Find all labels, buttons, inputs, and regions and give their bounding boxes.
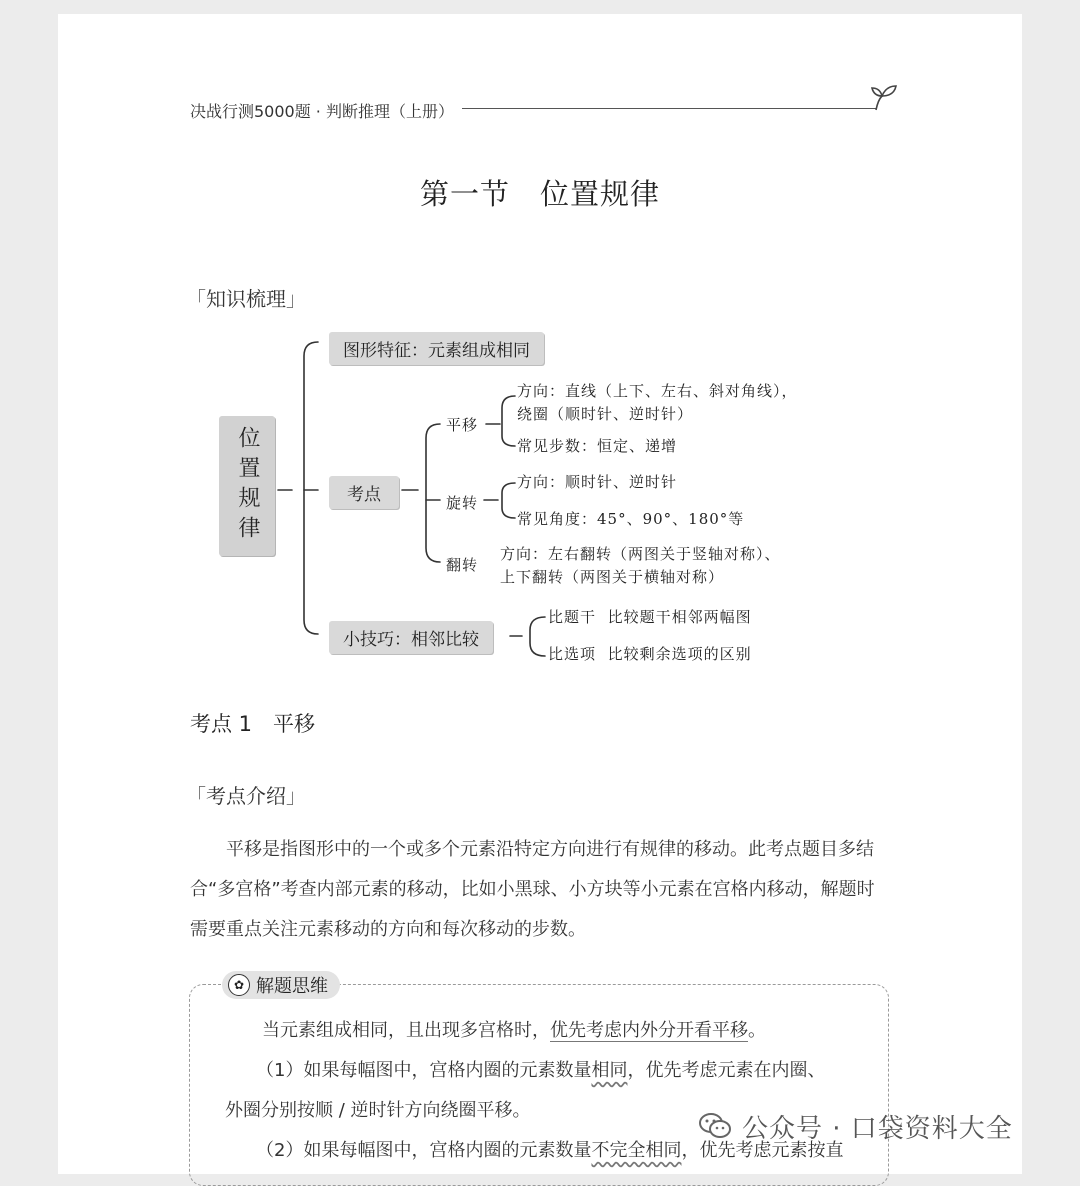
thinking-line-2-post: ，优先考虑元素在内圈、: [627, 1060, 826, 1081]
tip-b-label: 比选项: [548, 645, 597, 663]
thinking-line-1-pre: 当元素组成相同，且出现多宫格时，: [262, 1020, 550, 1041]
thinking-line-4-underlined: 不完全相同: [591, 1140, 682, 1161]
thinking-line-2-underlined: 相同: [591, 1060, 628, 1081]
watermark: [698, 1106, 1013, 1146]
running-header: 决战行测5000题 · 判断推理（上册）: [190, 102, 454, 121]
thinking-line-1-underlined: 优先考虑内外分开看平移: [550, 1020, 748, 1041]
tip-a-label: 比题干: [548, 608, 597, 626]
tip-a-text: 比较题干相邻两幅图: [607, 608, 752, 626]
thinking-line-4-post: ，优先考虑元素按直: [681, 1140, 844, 1161]
pingyi-steps: 常见步数：恒定、递增: [517, 437, 678, 455]
thinking-line-2-pre: （1）如果每幅图中，宫格内圈的元素数量: [256, 1060, 592, 1081]
section-title: 第一节 位置规律: [419, 177, 660, 211]
thinking-line-1: [262, 1016, 766, 1042]
sprout-icon: [866, 80, 900, 114]
thinking-line-4-pre: （2）如果每幅图中，宫格内圈的元素数量: [256, 1140, 592, 1161]
thinking-line-2: [256, 1056, 825, 1082]
pingyi-label: 平移: [446, 416, 479, 434]
fanzhuan-label: 翻转: [446, 556, 479, 574]
intro-heading: 「考点介绍」: [186, 784, 306, 808]
intro-heading-text: 考点介绍: [206, 784, 286, 808]
knowledge-heading: 「知识梳理」: [186, 287, 306, 311]
branch-tip: 小技巧：相邻比较: [329, 621, 493, 654]
header-rule: [462, 108, 877, 109]
kaodian1-title: 考点 1 平移: [190, 712, 316, 736]
tip-b: [548, 643, 752, 664]
fanzhuan-line-1: 方向：左右翻转（两图关于竖轴对称）、: [500, 545, 781, 563]
watermark-text: 公众号 · 口袋资料大全: [742, 1113, 1013, 1144]
mindmap-root: [219, 416, 275, 556]
knowledge-heading-text: 知识梳理: [206, 287, 286, 311]
tip-b-text: 比较剩余选项的区别: [607, 645, 752, 663]
branch-kaodian: 考点: [329, 476, 399, 509]
thinking-tag-text: 解题思维: [256, 976, 328, 997]
pingyi-dir-1: 方向：直线（上下、左右、斜对角线），: [517, 382, 798, 400]
xuanzhuan-label: 旋转: [446, 494, 479, 512]
branch-feature: 图形特征：元素组成相同: [329, 332, 544, 365]
thinking-line-3: 外圈分别按顺 / 逆时针方向绕圈平移。: [225, 1100, 531, 1121]
xuanzhuan-dir: 方向：顺时针、逆时针: [517, 473, 678, 491]
tip-a: [548, 606, 752, 627]
thinking-line-1-post: 。: [748, 1020, 766, 1041]
fanzhuan-line-2: 上下翻转（两图关于横轴对称）: [500, 568, 725, 586]
pingyi-dir-2: 绕圈（顺时针、逆时针）: [517, 405, 694, 423]
thinking-tag: [222, 971, 340, 999]
root-label: 位置规律: [235, 426, 260, 546]
wechat-icon: [698, 1111, 732, 1141]
flower-icon: ✿: [228, 974, 250, 996]
xuanzhuan-angle: 常见角度：45°、90°、180°等: [517, 510, 745, 528]
intro-paragraph: 平移是指图形中的一个或多个元素沿特定方向进行有规律的移动。此考点题目多结合“多宫格”考查内部元素的移动，比如小黑球、小方块等小元素在宫格内移动，解题时需要重点关注元素移动的方向和每次移动的步数。: [190, 839, 875, 940]
